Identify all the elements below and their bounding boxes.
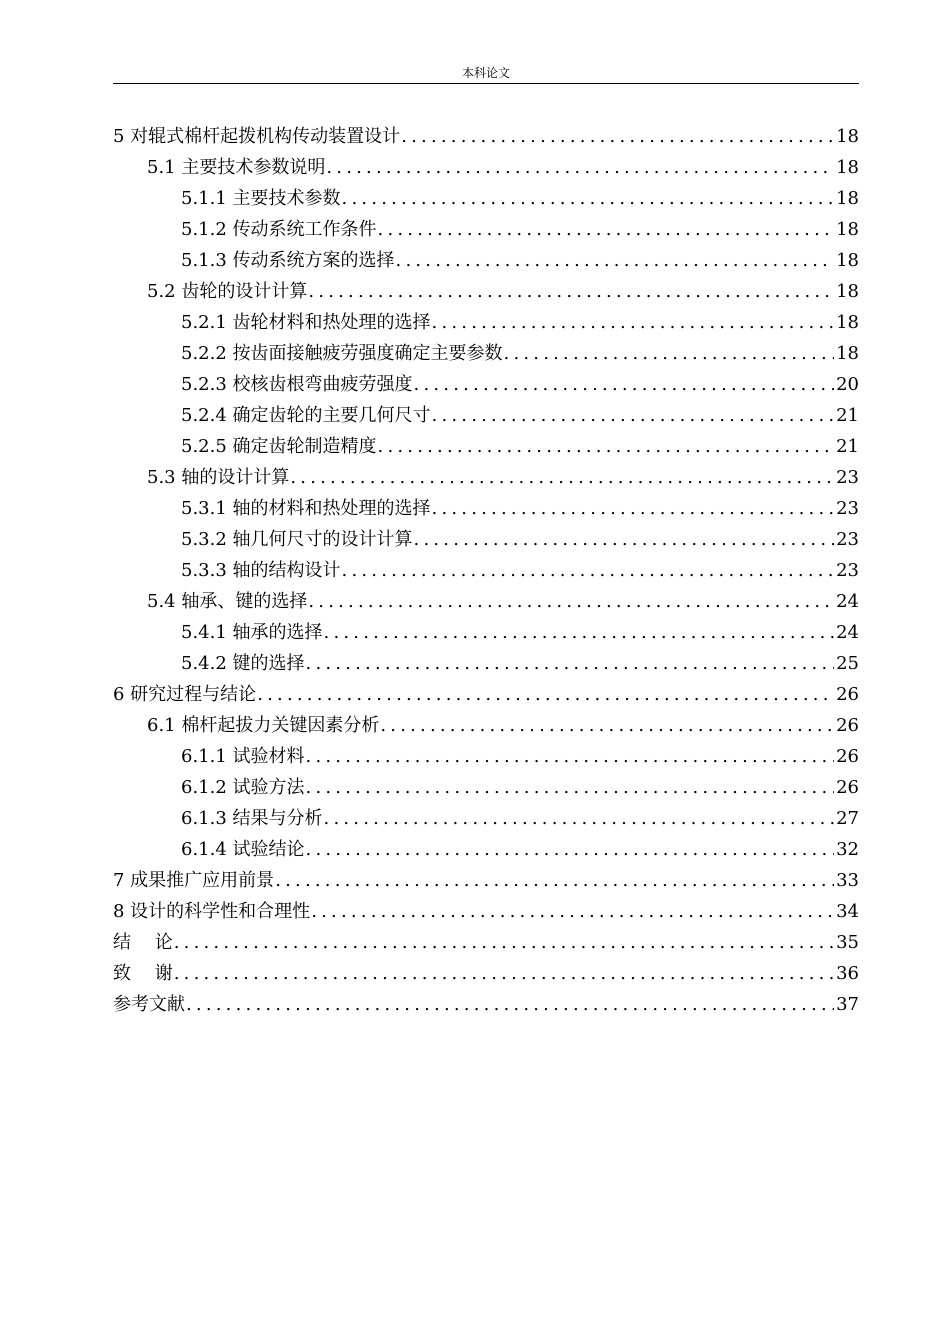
toc-entry-page: 26 — [836, 777, 859, 798]
toc-entry[interactable] — [113, 152, 859, 183]
toc-entry-title: 5 对辊式棉杆起拨机构传动装置设计 — [113, 126, 401, 147]
toc-entry[interactable] — [113, 276, 859, 307]
toc-entry-page: 24 — [836, 591, 859, 612]
toc-entry-page: 21 — [836, 405, 859, 426]
toc-dot-leader — [379, 710, 834, 741]
toc-entry[interactable] — [113, 648, 859, 679]
toc-dot-leader — [289, 462, 834, 493]
toc-entry-page: 23 — [836, 529, 859, 550]
toc-entry-page: 25 — [836, 653, 859, 674]
toc-dot-leader — [323, 617, 835, 648]
toc-dot-leader — [310, 896, 834, 927]
toc-entry[interactable] — [113, 772, 859, 803]
toc-entry-page: 36 — [836, 963, 859, 984]
toc-entry[interactable] — [113, 586, 859, 617]
toc-entry[interactable] — [113, 214, 859, 245]
toc-entry[interactable] — [113, 338, 859, 369]
toc-entry-title: 5.2.3 校核齿根弯曲疲劳强度 — [181, 374, 413, 395]
toc-entry-title: 6.1.1 试验材料 — [181, 746, 305, 767]
toc-entry[interactable] — [113, 245, 859, 276]
toc-entry[interactable] — [113, 462, 859, 493]
toc-entry[interactable] — [113, 617, 859, 648]
toc-entry-title: 5.2.4 确定齿轮的主要几何尺寸 — [181, 405, 431, 426]
toc-entry-title: 5.3.2 轴几何尺寸的设计计算 — [181, 529, 413, 550]
toc-entry-page: 37 — [836, 994, 859, 1015]
toc-dot-leader — [305, 834, 835, 865]
toc-entry-page: 18 — [836, 312, 859, 333]
toc-entry-page: 18 — [836, 343, 859, 364]
toc-entry-page: 23 — [836, 498, 859, 519]
toc-entry-title: 5.1.2 传动系统工作条件 — [181, 219, 377, 240]
toc-entry[interactable] — [113, 834, 859, 865]
toc-entry-title: 5.2.1 齿轮材料和热处理的选择 — [181, 312, 431, 333]
toc-entry[interactable] — [113, 493, 859, 524]
toc-entry-page: 27 — [836, 808, 859, 829]
toc-entry[interactable] — [113, 927, 859, 958]
toc-entry-page: 18 — [836, 250, 859, 271]
toc-entry-page: 18 — [836, 281, 859, 302]
toc-dot-leader — [323, 803, 835, 834]
toc-entry-title: 5.3.1 轴的材料和热处理的选择 — [181, 498, 431, 519]
toc-entry-page: 18 — [836, 126, 859, 147]
toc-entry-page: 18 — [836, 188, 859, 209]
header-rule — [113, 83, 859, 84]
toc-entry-page: 33 — [836, 870, 859, 891]
toc-dot-leader — [431, 400, 835, 431]
toc-dot-leader — [307, 586, 834, 617]
toc-entry-page: 23 — [836, 467, 859, 488]
toc-entry-title: 5.2.5 确定齿轮制造精度 — [181, 436, 377, 457]
toc-dot-leader — [377, 431, 835, 462]
toc-entry-page: 32 — [836, 839, 859, 860]
toc-entry-title: 5.1.3 传动系统方案的选择 — [181, 250, 395, 271]
toc-entry[interactable] — [113, 431, 859, 462]
toc-dot-leader — [431, 493, 835, 524]
toc-entry-title: 6 研究过程与结论 — [113, 684, 257, 705]
toc-dot-leader — [377, 214, 835, 245]
table-of-contents — [113, 121, 859, 1020]
toc-entry[interactable] — [113, 741, 859, 772]
toc-dot-leader — [431, 307, 835, 338]
toc-entry-page: 20 — [836, 374, 859, 395]
toc-entry-title: 8 设计的科学性和合理性 — [113, 901, 311, 922]
toc-entry-title: 7 成果推广应用前景 — [113, 870, 275, 891]
toc-entry-page: 35 — [836, 932, 859, 953]
toc-entry-title: 5.2.2 按齿面接触疲劳强度确定主要参数 — [181, 343, 503, 364]
toc-dot-leader — [307, 276, 834, 307]
toc-dot-leader — [341, 183, 835, 214]
toc-entry[interactable] — [113, 183, 859, 214]
toc-entry[interactable] — [113, 803, 859, 834]
toc-dot-leader — [305, 772, 835, 803]
toc-entry-title: 5.4 轴承、键的选择 — [147, 591, 308, 612]
toc-dot-leader — [341, 555, 835, 586]
toc-dot-leader — [305, 648, 835, 679]
toc-entry-title: 6.1 棉杆起拔力关键因素分析 — [147, 715, 380, 736]
toc-entry-page: 21 — [836, 436, 859, 457]
toc-entry[interactable] — [113, 989, 859, 1020]
toc-dot-leader — [413, 369, 835, 400]
toc-dot-leader — [395, 245, 835, 276]
toc-entry-page: 23 — [836, 560, 859, 581]
toc-entry-title: 5.1 主要技术参数说明 — [147, 157, 326, 178]
toc-entry-title: 6.1.2 试验方法 — [181, 777, 305, 798]
toc-dot-leader — [173, 927, 834, 958]
toc-entry[interactable] — [113, 896, 859, 927]
toc-dot-leader — [256, 679, 834, 710]
toc-entry-page: 26 — [836, 684, 859, 705]
toc-entry-title: 结 论 — [113, 932, 173, 953]
toc-entry[interactable] — [113, 307, 859, 338]
toc-entry-title: 6.1.4 试验结论 — [181, 839, 305, 860]
toc-entry[interactable] — [113, 400, 859, 431]
toc-entry[interactable] — [113, 679, 859, 710]
toc-entry-title: 5.3.3 轴的结构设计 — [181, 560, 341, 581]
toc-dot-leader — [325, 152, 834, 183]
toc-entry[interactable] — [113, 865, 859, 896]
toc-entry-page: 18 — [836, 219, 859, 240]
toc-entry[interactable] — [113, 555, 859, 586]
toc-entry-title: 5.4.1 轴承的选择 — [181, 622, 323, 643]
toc-entry[interactable] — [113, 710, 859, 741]
toc-entry-title: 5.1.1 主要技术参数 — [181, 188, 341, 209]
toc-entry-title: 6.1.3 结果与分析 — [181, 808, 323, 829]
toc-entry-title: 5.3 轴的设计计算 — [147, 467, 290, 488]
toc-entry[interactable] — [113, 121, 859, 152]
toc-dot-leader — [503, 338, 835, 369]
toc-entry-page: 24 — [836, 622, 859, 643]
toc-dot-leader — [400, 121, 834, 152]
toc-entry-title: 致 谢 — [113, 963, 173, 984]
toc-entry-title: 5.4.2 键的选择 — [181, 653, 305, 674]
toc-entry-page: 18 — [836, 157, 859, 178]
toc-entry-title: 5.2 齿轮的设计计算 — [147, 281, 308, 302]
toc-entry-title: 参考文献 — [113, 994, 185, 1015]
toc-dot-leader — [274, 865, 834, 896]
toc-dot-leader — [413, 524, 835, 555]
toc-entry-page: 26 — [836, 715, 859, 736]
toc-dot-leader — [305, 741, 835, 772]
toc-entry-page: 34 — [836, 901, 859, 922]
toc-entry[interactable] — [113, 369, 859, 400]
toc-dot-leader — [173, 958, 834, 989]
page-header: 本科论文 — [461, 66, 510, 80]
toc-entry[interactable] — [113, 958, 859, 989]
toc-entry-page: 26 — [836, 746, 859, 767]
toc-entry[interactable] — [113, 524, 859, 555]
toc-dot-leader — [185, 989, 834, 1020]
